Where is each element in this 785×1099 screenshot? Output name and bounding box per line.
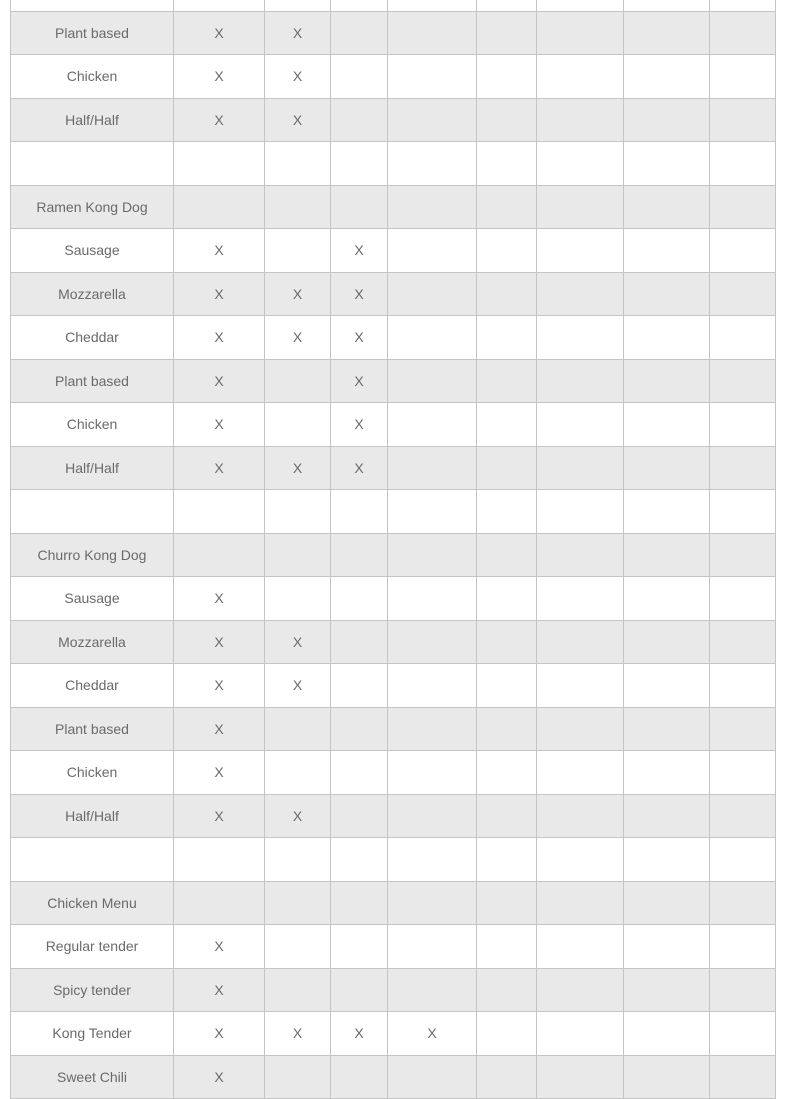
row-label-cell: Half/Half <box>11 446 174 490</box>
row-label-cell: Mozzarella <box>11 272 174 316</box>
option-cell <box>331 577 388 621</box>
option-cell <box>174 838 265 882</box>
option-cell <box>388 968 477 1012</box>
option-cell: X <box>265 620 331 664</box>
row-label-cell: Half/Half <box>11 98 174 142</box>
option-cell <box>477 620 537 664</box>
table-row <box>11 142 776 186</box>
option-cell <box>624 925 710 969</box>
row-label-cell <box>11 838 174 882</box>
option-cell <box>537 359 624 403</box>
row-label-cell: Sweet Chili <box>11 1055 174 1099</box>
option-cell <box>265 229 331 273</box>
row-label-cell: Regular tender <box>11 925 174 969</box>
option-cell <box>537 446 624 490</box>
option-cell <box>624 838 710 882</box>
option-cell <box>710 403 776 447</box>
option-cell: X <box>174 403 265 447</box>
option-cell: X <box>174 925 265 969</box>
option-cell <box>331 185 388 229</box>
option-cell <box>477 751 537 795</box>
row-label-cell: Cheddar <box>11 664 174 708</box>
option-cell <box>537 272 624 316</box>
option-cell <box>710 490 776 534</box>
option-cell <box>537 0 624 11</box>
option-cell: X <box>174 968 265 1012</box>
option-cell: X <box>265 794 331 838</box>
option-cell <box>477 142 537 186</box>
row-label-cell: Sausage <box>11 577 174 621</box>
option-cell <box>624 316 710 360</box>
table-row <box>11 533 776 577</box>
option-cell <box>477 185 537 229</box>
option-cell <box>710 794 776 838</box>
option-cell <box>388 272 477 316</box>
option-cell <box>388 142 477 186</box>
table-row <box>11 98 776 142</box>
option-cell <box>477 881 537 925</box>
table-row <box>11 446 776 490</box>
option-cell <box>710 185 776 229</box>
option-cell <box>537 98 624 142</box>
option-cell: X <box>331 403 388 447</box>
option-cell <box>624 142 710 186</box>
option-cell <box>265 142 331 186</box>
option-cell <box>388 925 477 969</box>
row-label-cell: Sausage <box>11 229 174 273</box>
option-cell <box>477 11 537 55</box>
option-cell <box>537 1012 624 1056</box>
option-cell <box>537 403 624 447</box>
option-cell <box>331 707 388 751</box>
option-cell <box>388 707 477 751</box>
option-cell <box>477 707 537 751</box>
option-cell <box>265 838 331 882</box>
table-row <box>11 11 776 55</box>
option-cell <box>388 533 477 577</box>
option-cell <box>537 577 624 621</box>
option-cell <box>331 0 388 11</box>
option-cell <box>477 98 537 142</box>
option-cell: X <box>265 98 331 142</box>
option-cell <box>710 142 776 186</box>
option-cell <box>710 620 776 664</box>
table-row <box>11 968 776 1012</box>
table-row <box>11 490 776 534</box>
row-label-cell: Plant based <box>11 11 174 55</box>
row-label-cell: Half/Half <box>11 794 174 838</box>
option-cell <box>537 620 624 664</box>
option-cell: X <box>331 272 388 316</box>
option-cell <box>331 751 388 795</box>
option-cell <box>710 1012 776 1056</box>
option-cell: X <box>174 98 265 142</box>
option-cell <box>477 0 537 11</box>
option-cell <box>537 794 624 838</box>
option-cell <box>624 881 710 925</box>
option-cell <box>477 272 537 316</box>
row-label-cell: Churro Kong Dog <box>11 533 174 577</box>
table-row <box>11 707 776 751</box>
option-cell: X <box>174 707 265 751</box>
option-cell <box>537 490 624 534</box>
option-cell <box>624 446 710 490</box>
option-cell <box>537 751 624 795</box>
menu-allergen-table <box>10 0 776 1099</box>
row-label-cell: Plant based <box>11 707 174 751</box>
row-label-cell: Chicken Menu <box>11 881 174 925</box>
option-cell <box>710 98 776 142</box>
option-cell <box>710 707 776 751</box>
option-cell: X <box>174 229 265 273</box>
option-cell <box>388 664 477 708</box>
option-cell <box>537 707 624 751</box>
option-cell <box>537 185 624 229</box>
option-cell <box>624 229 710 273</box>
option-cell <box>331 838 388 882</box>
table-row <box>11 664 776 708</box>
option-cell <box>624 1012 710 1056</box>
option-cell <box>265 403 331 447</box>
option-cell <box>174 533 265 577</box>
option-cell: X <box>174 272 265 316</box>
option-cell <box>710 446 776 490</box>
option-cell: X <box>331 446 388 490</box>
option-cell <box>537 664 624 708</box>
option-cell <box>388 185 477 229</box>
option-cell <box>624 11 710 55</box>
option-cell <box>265 359 331 403</box>
option-cell <box>174 142 265 186</box>
option-cell <box>477 1012 537 1056</box>
option-cell <box>388 98 477 142</box>
table-row <box>11 925 776 969</box>
option-cell <box>624 98 710 142</box>
row-label-cell: Cheddar <box>11 316 174 360</box>
option-cell <box>388 316 477 360</box>
option-cell <box>388 11 477 55</box>
option-cell <box>624 359 710 403</box>
option-cell <box>388 446 477 490</box>
option-cell <box>710 55 776 99</box>
option-cell <box>624 0 710 11</box>
option-cell: X <box>265 446 331 490</box>
option-cell <box>710 881 776 925</box>
option-cell: X <box>265 664 331 708</box>
option-cell <box>265 881 331 925</box>
option-cell <box>331 98 388 142</box>
option-cell <box>331 490 388 534</box>
row-label-cell <box>11 490 174 534</box>
option-cell <box>624 620 710 664</box>
option-cell <box>477 446 537 490</box>
option-cell <box>388 620 477 664</box>
option-cell <box>265 185 331 229</box>
option-cell <box>624 751 710 795</box>
row-label-cell: Spicy tender <box>11 968 174 1012</box>
row-label-cell <box>11 0 174 11</box>
option-cell <box>388 751 477 795</box>
option-cell <box>265 707 331 751</box>
option-cell <box>265 577 331 621</box>
option-cell: X <box>174 55 265 99</box>
option-cell <box>537 881 624 925</box>
option-cell <box>265 925 331 969</box>
option-cell <box>710 316 776 360</box>
option-cell <box>477 533 537 577</box>
option-cell <box>537 11 624 55</box>
option-cell <box>388 55 477 99</box>
option-cell <box>477 968 537 1012</box>
option-cell <box>710 229 776 273</box>
option-cell <box>265 968 331 1012</box>
option-cell: X <box>265 316 331 360</box>
option-cell <box>388 403 477 447</box>
option-cell <box>710 751 776 795</box>
option-cell: X <box>174 1012 265 1056</box>
option-cell <box>477 55 537 99</box>
option-cell: X <box>388 1012 477 1056</box>
option-cell <box>331 620 388 664</box>
table-row <box>11 1012 776 1056</box>
option-cell: X <box>174 794 265 838</box>
menu-allergen-table-wrapper <box>10 0 776 1099</box>
option-cell <box>388 577 477 621</box>
option-cell <box>331 533 388 577</box>
option-cell <box>537 55 624 99</box>
option-cell <box>265 751 331 795</box>
option-cell <box>265 0 331 11</box>
option-cell: X <box>174 751 265 795</box>
table-row <box>11 185 776 229</box>
option-cell <box>265 490 331 534</box>
option-cell <box>174 490 265 534</box>
table-row <box>11 620 776 664</box>
table-row <box>11 403 776 447</box>
option-cell <box>537 968 624 1012</box>
row-label-cell: Kong Tender <box>11 1012 174 1056</box>
option-cell: X <box>174 316 265 360</box>
option-cell <box>537 533 624 577</box>
option-cell <box>477 403 537 447</box>
option-cell: X <box>174 664 265 708</box>
option-cell <box>537 838 624 882</box>
option-cell <box>388 794 477 838</box>
option-cell <box>331 794 388 838</box>
option-cell <box>331 142 388 186</box>
option-cell: X <box>265 11 331 55</box>
row-label-cell <box>11 142 174 186</box>
option-cell <box>477 664 537 708</box>
row-label-cell: Chicken <box>11 55 174 99</box>
option-cell <box>331 55 388 99</box>
option-cell <box>331 968 388 1012</box>
option-cell <box>710 577 776 621</box>
option-cell <box>710 838 776 882</box>
option-cell <box>710 272 776 316</box>
option-cell <box>624 490 710 534</box>
option-cell <box>331 11 388 55</box>
option-cell <box>537 229 624 273</box>
option-cell <box>710 0 776 11</box>
option-cell: X <box>174 577 265 621</box>
option-cell <box>710 968 776 1012</box>
option-cell <box>710 664 776 708</box>
option-cell <box>624 533 710 577</box>
option-cell: X <box>331 1012 388 1056</box>
option-cell <box>624 968 710 1012</box>
table-row <box>11 55 776 99</box>
option-cell <box>174 881 265 925</box>
option-cell <box>624 707 710 751</box>
option-cell: X <box>174 620 265 664</box>
option-cell: X <box>331 229 388 273</box>
option-cell: X <box>331 359 388 403</box>
table-row <box>11 359 776 403</box>
option-cell <box>265 533 331 577</box>
option-cell <box>331 925 388 969</box>
row-label-cell: Ramen Kong Dog <box>11 185 174 229</box>
option-cell <box>477 229 537 273</box>
option-cell <box>624 664 710 708</box>
table-row <box>11 794 776 838</box>
option-cell <box>174 0 265 11</box>
option-cell <box>331 881 388 925</box>
option-cell: X <box>174 359 265 403</box>
row-label-cell: Chicken <box>11 751 174 795</box>
option-cell: X <box>174 446 265 490</box>
table-row <box>11 316 776 360</box>
option-cell <box>477 577 537 621</box>
option-cell <box>537 142 624 186</box>
option-cell <box>710 359 776 403</box>
row-label-cell: Plant based <box>11 359 174 403</box>
option-cell <box>624 185 710 229</box>
option-cell <box>624 794 710 838</box>
option-cell <box>477 490 537 534</box>
row-label-cell: Chicken <box>11 403 174 447</box>
option-cell: X <box>331 316 388 360</box>
table-row <box>11 881 776 925</box>
option-cell <box>388 0 477 11</box>
option-cell <box>537 925 624 969</box>
option-cell: X <box>265 55 331 99</box>
option-cell: X <box>174 1055 265 1099</box>
table-row <box>11 229 776 273</box>
option-cell <box>388 229 477 273</box>
table-row <box>11 272 776 316</box>
option-cell <box>388 359 477 403</box>
table-row <box>11 838 776 882</box>
option-cell <box>624 55 710 99</box>
option-cell: X <box>174 11 265 55</box>
option-cell <box>710 11 776 55</box>
table-row <box>11 577 776 621</box>
table-row <box>11 751 776 795</box>
option-cell <box>477 838 537 882</box>
option-cell <box>174 185 265 229</box>
option-cell: X <box>265 1012 331 1056</box>
table-row <box>11 0 776 11</box>
table-body <box>11 0 776 1099</box>
option-cell <box>710 925 776 969</box>
option-cell <box>537 316 624 360</box>
option-cell <box>624 272 710 316</box>
option-cell: X <box>265 272 331 316</box>
option-cell <box>624 577 710 621</box>
option-cell <box>477 359 537 403</box>
option-cell <box>710 533 776 577</box>
option-cell <box>477 794 537 838</box>
option-cell <box>388 881 477 925</box>
option-cell <box>624 403 710 447</box>
option-cell <box>477 316 537 360</box>
option-cell <box>331 664 388 708</box>
option-cell <box>477 925 537 969</box>
option-cell <box>388 490 477 534</box>
option-cell <box>388 838 477 882</box>
row-label-cell: Mozzarella <box>11 620 174 664</box>
